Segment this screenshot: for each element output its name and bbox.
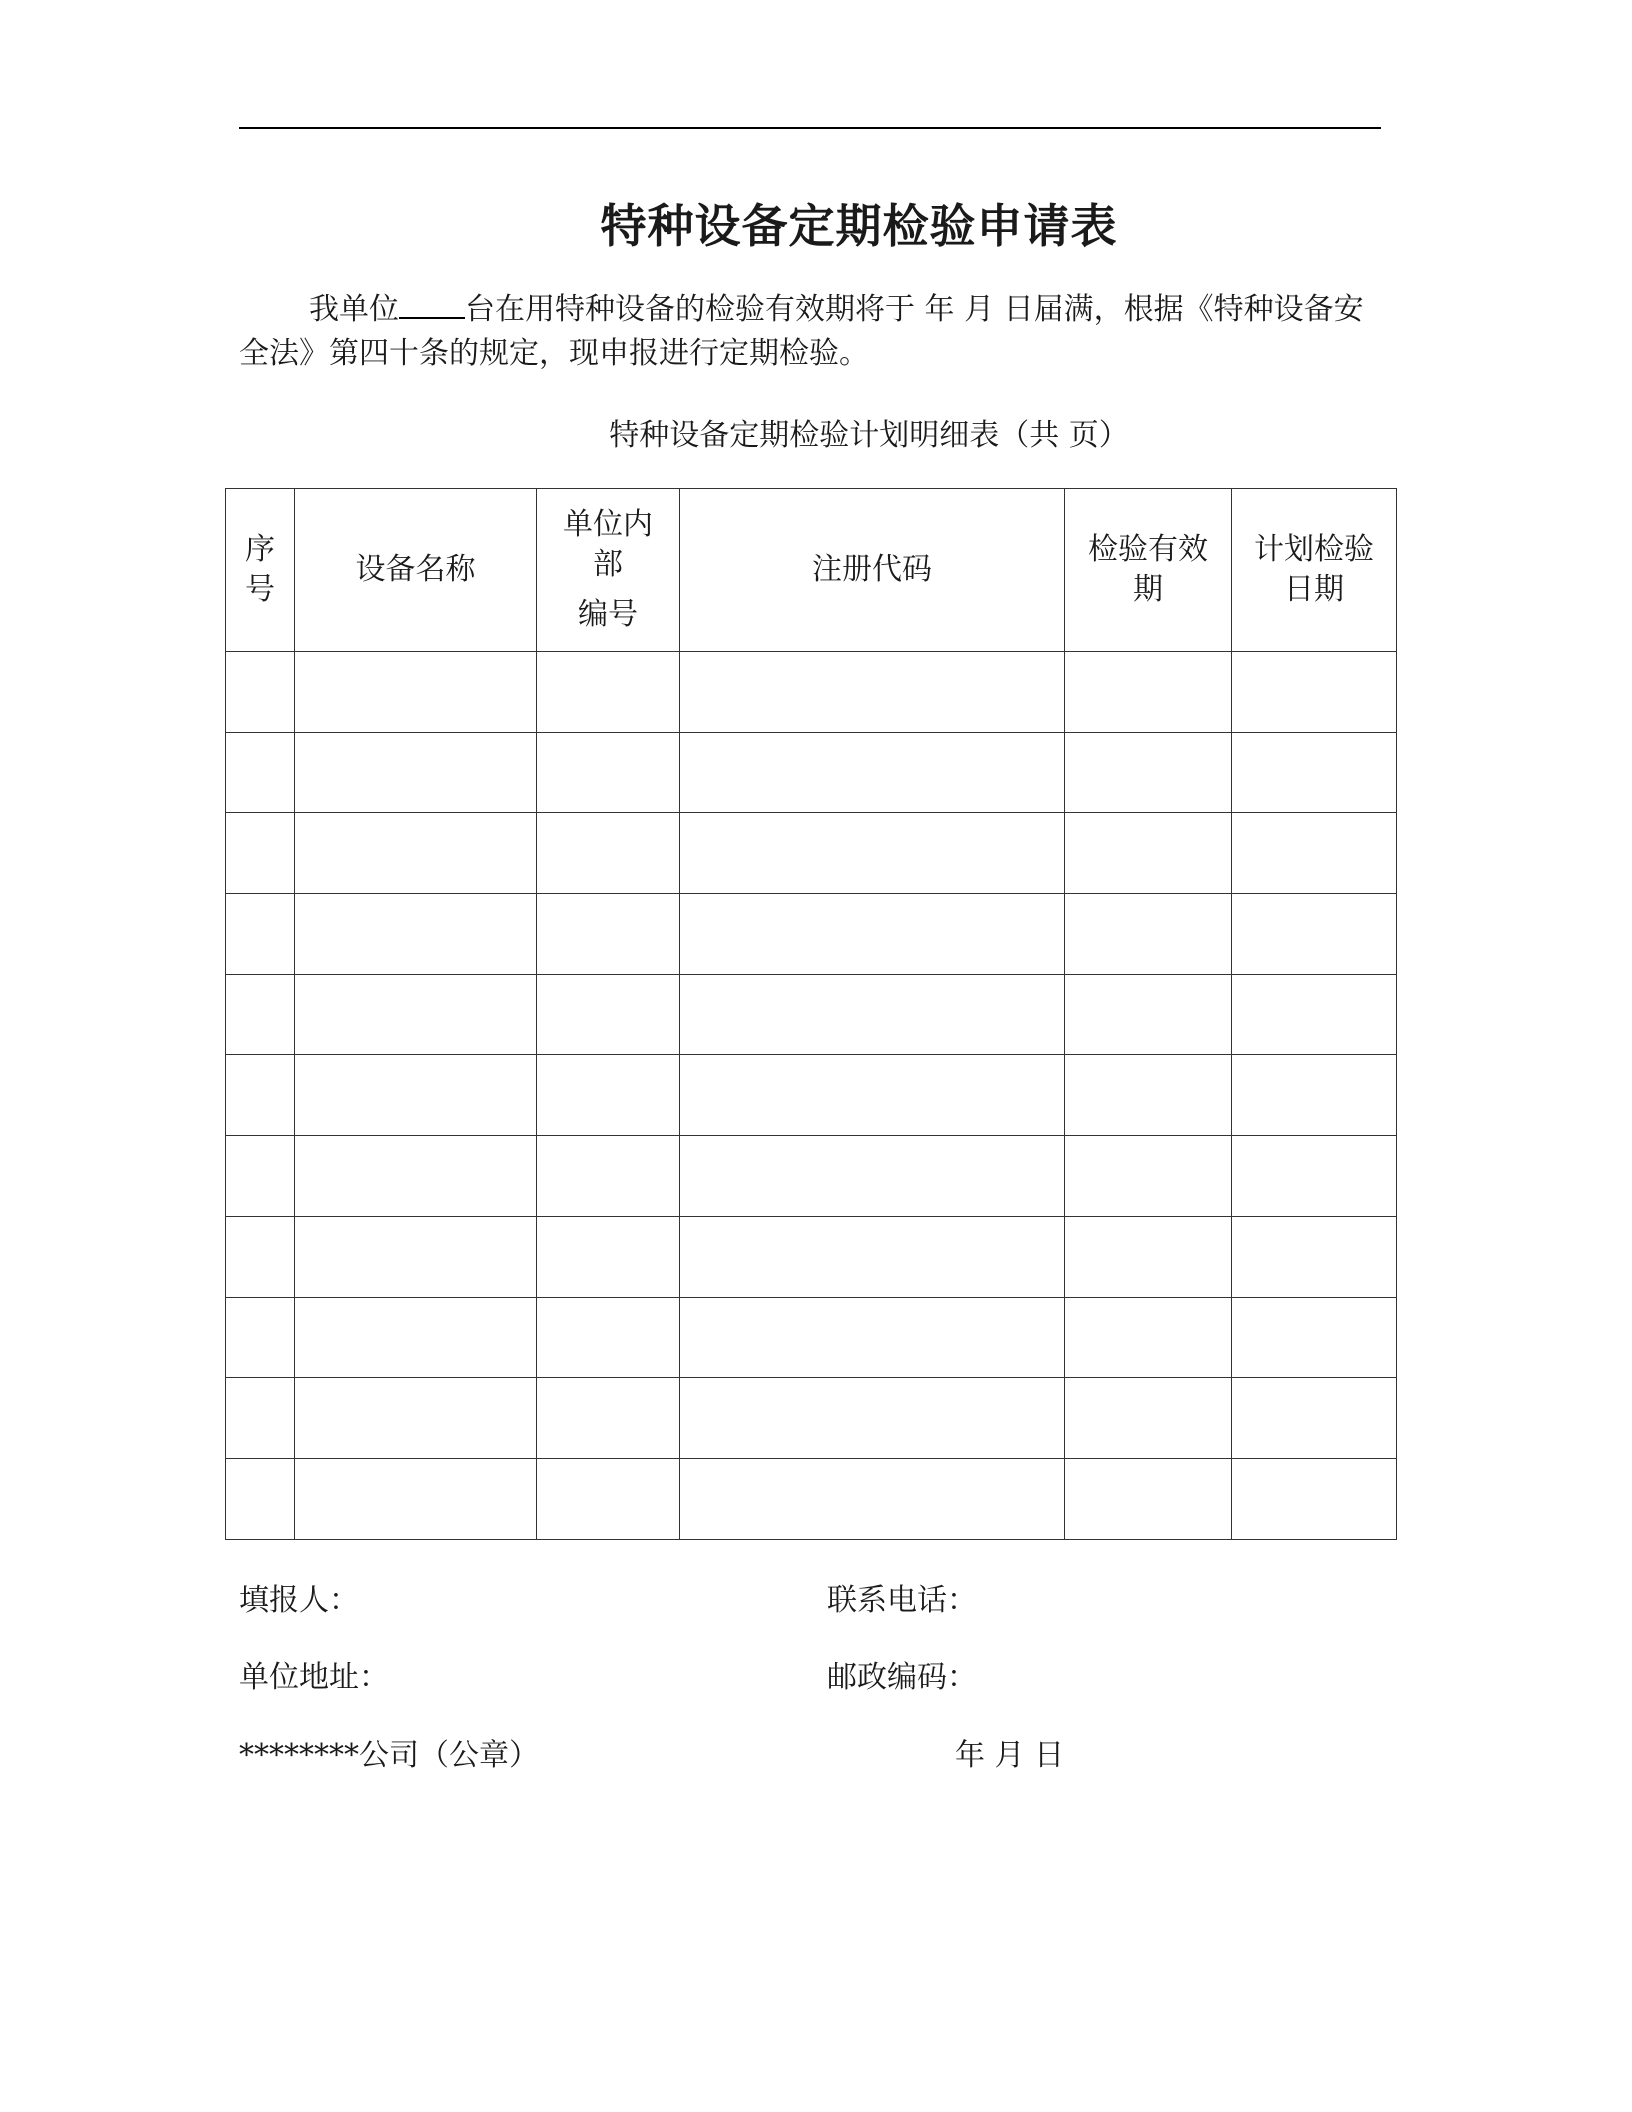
application-paragraph bbox=[239, 288, 1381, 376]
table-cell-reg[interactable] bbox=[680, 974, 1065, 1055]
table-cell-reg[interactable] bbox=[680, 813, 1065, 894]
table-row bbox=[226, 1297, 1397, 1378]
table-cell-plan[interactable] bbox=[1232, 1136, 1397, 1217]
table-cell-plan[interactable] bbox=[1232, 1378, 1397, 1459]
table-cell-valid[interactable] bbox=[1065, 732, 1232, 813]
table-cell-valid[interactable] bbox=[1065, 1297, 1232, 1378]
table-cell-reg[interactable] bbox=[680, 1458, 1065, 1539]
table-cell-valid[interactable] bbox=[1065, 894, 1232, 975]
table-cell-reg[interactable] bbox=[680, 1297, 1065, 1378]
table-cell-seq[interactable] bbox=[226, 732, 295, 813]
table-cell-reg[interactable] bbox=[680, 1136, 1065, 1217]
table-row bbox=[226, 1136, 1397, 1217]
table-row bbox=[226, 1216, 1397, 1297]
table-cell-valid[interactable] bbox=[1065, 813, 1232, 894]
table-cell-internal[interactable] bbox=[537, 652, 680, 733]
table-cell-plan[interactable] bbox=[1232, 1458, 1397, 1539]
header-name bbox=[295, 489, 537, 652]
table-cell-reg[interactable] bbox=[680, 1055, 1065, 1136]
table-cell-plan[interactable] bbox=[1232, 732, 1397, 813]
header-plan bbox=[1232, 489, 1397, 652]
paragraph-rest: 台在用特种设备的检验有效期将于 年 月 日届满，根据《特种设备安全法》第四十条的规定，现申报进行定期检验。 bbox=[239, 292, 1364, 371]
table-row bbox=[226, 732, 1397, 813]
document-title: 特种设备定期检验申请表 bbox=[600, 199, 1118, 253]
table-cell-seq[interactable] bbox=[226, 1216, 295, 1297]
table-cell-seq[interactable] bbox=[226, 1136, 295, 1217]
header-reg-line1: 注册代码 bbox=[812, 552, 932, 587]
table-cell-name[interactable] bbox=[295, 732, 537, 813]
table-cell-valid[interactable] bbox=[1065, 1458, 1232, 1539]
header-internal-line3: 编号 bbox=[578, 597, 638, 632]
table-body bbox=[226, 652, 1397, 1540]
table-row bbox=[226, 652, 1397, 733]
table-cell-internal[interactable] bbox=[537, 974, 680, 1055]
header-seq-line1: 序 bbox=[245, 532, 275, 567]
table-cell-internal[interactable] bbox=[537, 732, 680, 813]
header-seq-line2: 号 bbox=[245, 572, 275, 607]
table-cell-name[interactable] bbox=[295, 1055, 537, 1136]
address-label: 单位地址： bbox=[239, 1660, 389, 1695]
table-row bbox=[226, 1458, 1397, 1539]
table-title: 特种设备定期检验计划明细表（共 页） bbox=[609, 418, 1129, 453]
table-cell-name[interactable] bbox=[295, 1458, 537, 1539]
table-cell-internal[interactable] bbox=[537, 1216, 680, 1297]
table-cell-name[interactable] bbox=[295, 1216, 537, 1297]
header-valid-line2: 期 bbox=[1133, 572, 1163, 607]
header-valid-line1: 检验有效 bbox=[1088, 532, 1208, 567]
header-plan-line1: 计划检验 bbox=[1254, 532, 1374, 567]
table-cell-seq[interactable] bbox=[226, 1297, 295, 1378]
table-cell-seq[interactable] bbox=[226, 652, 295, 733]
table-cell-valid[interactable] bbox=[1065, 974, 1232, 1055]
table-cell-plan[interactable] bbox=[1232, 1297, 1397, 1378]
table-cell-internal[interactable] bbox=[537, 894, 680, 975]
table-cell-seq[interactable] bbox=[226, 1458, 295, 1539]
table-cell-valid[interactable] bbox=[1065, 652, 1232, 733]
table-cell-seq[interactable] bbox=[226, 974, 295, 1055]
table-row bbox=[226, 894, 1397, 975]
table-cell-internal[interactable] bbox=[537, 813, 680, 894]
table-header-row bbox=[226, 489, 1397, 652]
table-cell-valid[interactable] bbox=[1065, 1216, 1232, 1297]
phone-label: 联系电话： bbox=[827, 1583, 977, 1618]
table-cell-valid[interactable] bbox=[1065, 1136, 1232, 1217]
table-cell-internal[interactable] bbox=[537, 1136, 680, 1217]
header-seq bbox=[226, 489, 295, 652]
header-name-line1: 设备名称 bbox=[355, 552, 476, 587]
signature-date: 年 月 日 bbox=[955, 1738, 1065, 1773]
header-internal-line2: 部 bbox=[593, 547, 623, 582]
filler-label: 填报人： bbox=[239, 1583, 359, 1618]
table-cell-reg[interactable] bbox=[680, 1216, 1065, 1297]
table-row bbox=[226, 974, 1397, 1055]
table-cell-reg[interactable] bbox=[680, 894, 1065, 975]
header-internal bbox=[537, 489, 680, 652]
table-cell-reg[interactable] bbox=[680, 732, 1065, 813]
table-cell-name[interactable] bbox=[295, 813, 537, 894]
company-seal-line: ********公司（公章） bbox=[239, 1738, 539, 1773]
header-valid bbox=[1065, 489, 1232, 652]
table-cell-plan[interactable] bbox=[1232, 1055, 1397, 1136]
table-cell-plan[interactable] bbox=[1232, 974, 1397, 1055]
table-cell-internal[interactable] bbox=[537, 1055, 680, 1136]
inspection-plan-table bbox=[225, 488, 1397, 1540]
table-cell-reg[interactable] bbox=[680, 652, 1065, 733]
table-cell-seq[interactable] bbox=[226, 813, 295, 894]
table-cell-plan[interactable] bbox=[1232, 894, 1397, 975]
unit-count-blank[interactable] bbox=[399, 291, 465, 319]
table-cell-name[interactable] bbox=[295, 1297, 537, 1378]
table-cell-valid[interactable] bbox=[1065, 1055, 1232, 1136]
header-plan-line2: 日期 bbox=[1284, 572, 1344, 607]
header-internal-line1: 单位内 bbox=[563, 507, 653, 542]
table-cell-seq[interactable] bbox=[226, 1378, 295, 1459]
table-row bbox=[226, 1055, 1397, 1136]
header-rule bbox=[239, 127, 1381, 129]
table-cell-internal[interactable] bbox=[537, 1297, 680, 1378]
table-cell-plan[interactable] bbox=[1232, 652, 1397, 733]
paragraph-start: 我单位 bbox=[309, 292, 399, 327]
header-reg bbox=[680, 489, 1065, 652]
table-cell-seq[interactable] bbox=[226, 1055, 295, 1136]
table-cell-reg[interactable] bbox=[680, 1378, 1065, 1459]
table-cell-plan[interactable] bbox=[1232, 1216, 1397, 1297]
table-cell-name[interactable] bbox=[295, 974, 537, 1055]
table-cell-plan[interactable] bbox=[1232, 813, 1397, 894]
table-cell-name[interactable] bbox=[295, 1136, 537, 1217]
table-cell-internal[interactable] bbox=[537, 1378, 680, 1459]
table-row bbox=[226, 1378, 1397, 1459]
table-row bbox=[226, 813, 1397, 894]
table-cell-name[interactable] bbox=[295, 652, 537, 733]
table-cell-name[interactable] bbox=[295, 1378, 537, 1459]
table-cell-valid[interactable] bbox=[1065, 1378, 1232, 1459]
table-cell-name[interactable] bbox=[295, 894, 537, 975]
table-cell-seq[interactable] bbox=[226, 894, 295, 975]
postcode-label: 邮政编码： bbox=[827, 1660, 977, 1695]
table-cell-internal[interactable] bbox=[537, 1458, 680, 1539]
